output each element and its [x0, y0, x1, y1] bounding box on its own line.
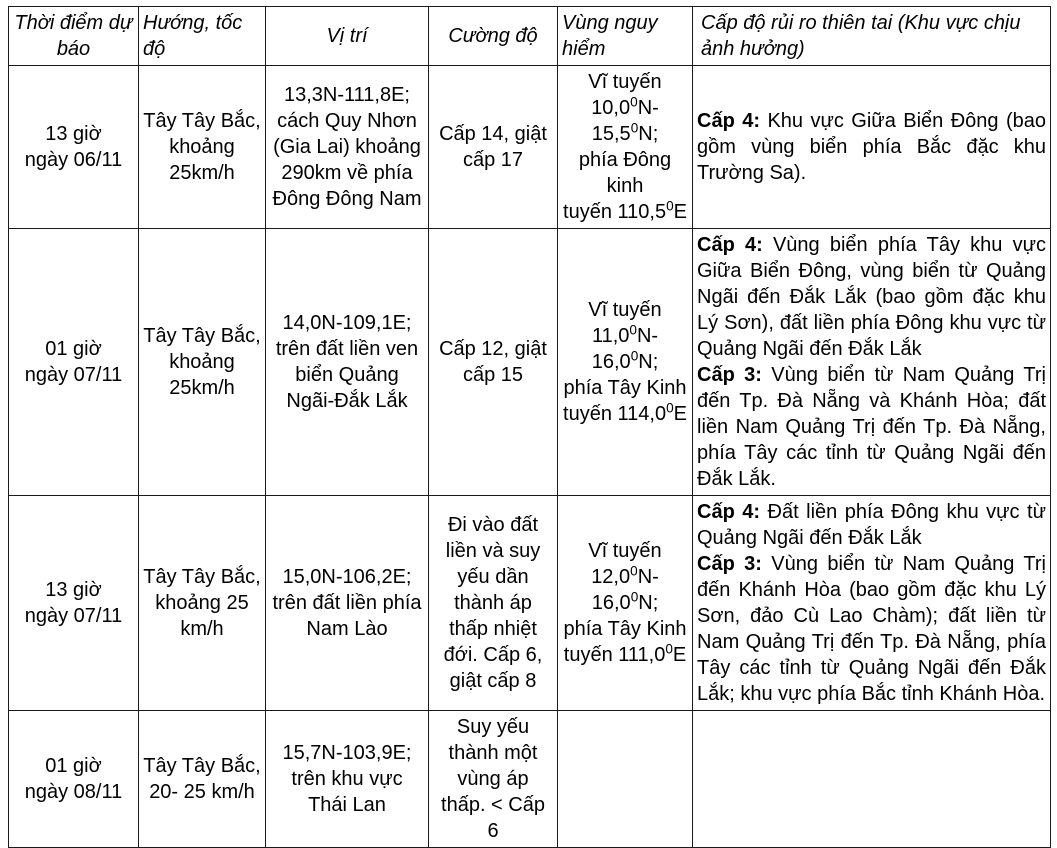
- forecast-time-line1: 01 giờ: [45, 755, 102, 777]
- table-row: [9, 229, 1051, 496]
- column-header-position: Vị trí: [266, 7, 429, 66]
- danger-zone-lon-suffix: E: [672, 644, 687, 666]
- risk-level-label: Cấp 4:: [697, 234, 763, 256]
- danger-zone-lon-label: phía Tây Kinh: [563, 377, 687, 399]
- forecast-time-line1: 13 giờ: [45, 579, 102, 601]
- table-row: [9, 66, 1051, 229]
- cell-position: 13,3N-111,8E; cách Quy Nhơn (Gia Lai) khoảng 290km về phía Đông Đông Nam: [266, 66, 429, 229]
- risk-level-label: Cấp 3:: [697, 364, 762, 386]
- table-header: [9, 7, 1051, 66]
- cell-position: 15,7N-103,9E; trên khu vực Thái Lan: [266, 711, 429, 848]
- degree-symbol: 0: [630, 589, 639, 605]
- risk-level-label: Cấp 4:: [697, 501, 761, 523]
- danger-zone-label: Vĩ tuyến: [588, 540, 662, 562]
- cell-intensity: Cấp 14, giật cấp 17: [429, 66, 558, 229]
- risk-level-text: Đất liền phía Đông khu vực từ Quảng Ngãi đến Đắk Lắk: [697, 501, 1046, 549]
- forecast-time-line2: ngày 08/11: [24, 781, 123, 803]
- risk-level-text: Vùng biển phía Tây khu vực Giữa Biển Đông, vùng biển từ Quảng Ngãi đến Đắk Lắk (bao gồm đặc khu Lý Sơn), đất liền phía Đông khu vực từ Quảng Ngãi đến Đắk Lắk: [697, 234, 1046, 360]
- degree-symbol: 0: [630, 94, 638, 110]
- danger-zone-lon-label: phía Đông kinh: [578, 149, 672, 197]
- risk-block: [697, 108, 1046, 186]
- danger-zone-label: Vĩ tuyến: [588, 71, 662, 93]
- danger-zone-lon-suffix: E: [673, 201, 687, 223]
- danger-zone-lat-end: N;: [638, 351, 659, 373]
- danger-zone-lat-start: 12,0: [591, 566, 631, 588]
- forecast-time-line2: ngày 07/11: [24, 605, 123, 627]
- cell-risk-level: [693, 229, 1051, 496]
- table-body: [9, 66, 1051, 848]
- cell-danger-zone: [558, 66, 693, 229]
- degree-symbol: 0: [629, 322, 637, 338]
- risk-block: [697, 551, 1046, 707]
- risk-level-label: Cấp 3:: [697, 553, 762, 575]
- danger-zone-lon-value: tuyến 111,0: [563, 644, 666, 666]
- degree-symbol: 0: [630, 563, 638, 579]
- degree-symbol: 0: [630, 120, 639, 136]
- degree-symbol: 0: [666, 400, 674, 416]
- column-header-forecast-time: Thời điểm dự báo: [9, 7, 139, 66]
- forecast-time-line1: 13 giờ: [45, 123, 102, 145]
- cell-intensity: Cấp 12, giật cấp 15: [429, 229, 558, 496]
- danger-zone-lat-start: 10,0: [591, 97, 631, 119]
- degree-symbol: 0: [666, 198, 674, 214]
- risk-level-label: Cấp 4:: [697, 110, 761, 132]
- danger-zone-lon-suffix: E: [673, 403, 687, 425]
- danger-zone-lat-mid: N-16,0: [591, 566, 659, 614]
- cell-risk-level: [693, 496, 1051, 711]
- column-header-direction-speed: Hướng, tốc độ: [139, 7, 266, 66]
- degree-symbol: 0: [630, 348, 639, 364]
- cell-danger-zone: [558, 496, 693, 711]
- danger-zone-lat-end: N;: [638, 592, 659, 614]
- cell-danger-zone: [558, 229, 693, 496]
- cell-risk-level: [693, 711, 1051, 848]
- danger-zone-lat-start: 11,0: [591, 325, 630, 347]
- danger-zone-lon-value: tuyến 110,5: [563, 201, 667, 223]
- cell-forecast-time: [9, 496, 139, 711]
- cell-risk-level: [693, 66, 1051, 229]
- header-row: [9, 7, 1051, 66]
- danger-zone-lat-mid: N-16,0: [591, 325, 659, 373]
- forecast-time-line2: ngày 07/11: [24, 364, 123, 386]
- cell-intensity: Suy yếu thành một vùng áp thấp. < Cấp 6: [429, 711, 558, 848]
- cell-position: 15,0N-106,2E; trên đất liền phía Nam Lào: [266, 496, 429, 711]
- typhoon-forecast-table: [8, 6, 1051, 848]
- cell-forecast-time: [9, 229, 139, 496]
- danger-zone-lat-mid: N-15,5: [591, 97, 659, 145]
- cell-position: 14,0N-109,1E; trên đất liền ven biển Quảng Ngãi-Đắk Lắk: [266, 229, 429, 496]
- risk-block: [697, 499, 1046, 551]
- cell-forecast-time: [9, 66, 139, 229]
- forecast-time-line1: 01 giờ: [45, 338, 102, 360]
- cell-direction-speed: Tây Tây Bắc, khoảng 25 km/h: [139, 496, 266, 711]
- risk-level-text: Vùng biển từ Nam Quảng Trị đến Tp. Đà Nẵng và Khánh Hòa; đất liền Nam Quảng Trị đến Tp. Đà Nẵng, phía Tây các tỉnh từ Quảng Ngãi đến Đắk Lắk.: [697, 364, 1046, 490]
- cell-forecast-time: [9, 711, 139, 848]
- column-header-danger-zone: Vùng nguy hiểm: [558, 7, 693, 66]
- danger-zone-label: Vĩ tuyến: [588, 299, 662, 321]
- cell-direction-speed: Tây Tây Bắc, khoảng 25km/h: [139, 66, 266, 229]
- table-row: [9, 711, 1051, 848]
- danger-zone-lon-label: phía Tây Kinh: [563, 618, 687, 640]
- column-header-intensity: Cường độ: [429, 7, 558, 66]
- forecast-time-line2: ngày 06/11: [24, 149, 123, 171]
- cell-direction-speed: Tây Tây Bắc, 20- 25 km/h: [139, 711, 266, 848]
- risk-level-text: Vùng biển từ Nam Quảng Trị đến Khánh Hòa (bao gồm đặc khu Lý Sơn, đảo Cù Lao Chàm); đất liền từ Nam Quảng Trị đến Tp. Đà Nẵng, phía Tây các tỉnh từ Quảng Ngãi đến Đắk Lắk; khu vực phía Bắc tỉnh Khánh Hòa.: [697, 553, 1046, 705]
- table-row: [9, 496, 1051, 711]
- cell-intensity: Đi vào đất liền và suy yếu dần thành áp thấp nhiệt đới. Cấp 6, giật cấp 8: [429, 496, 558, 711]
- cell-direction-speed: Tây Tây Bắc, khoảng 25km/h: [139, 229, 266, 496]
- risk-block: [697, 362, 1046, 492]
- danger-zone-lon-value: tuyến 114,0: [563, 403, 667, 425]
- degree-symbol: 0: [665, 641, 673, 657]
- cell-danger-zone: [558, 711, 693, 848]
- risk-block: [697, 232, 1046, 362]
- danger-zone-lat-end: N;: [638, 123, 659, 145]
- column-header-risk-level: Cấp độ rủi ro thiên tai (Khu vực chịu ảnh hưởng): [693, 7, 1051, 66]
- risk-level-text: Khu vực Giữa Biển Đông (bao gồm vùng biển phía Bắc đặc khu Trường Sa).: [697, 110, 1047, 184]
